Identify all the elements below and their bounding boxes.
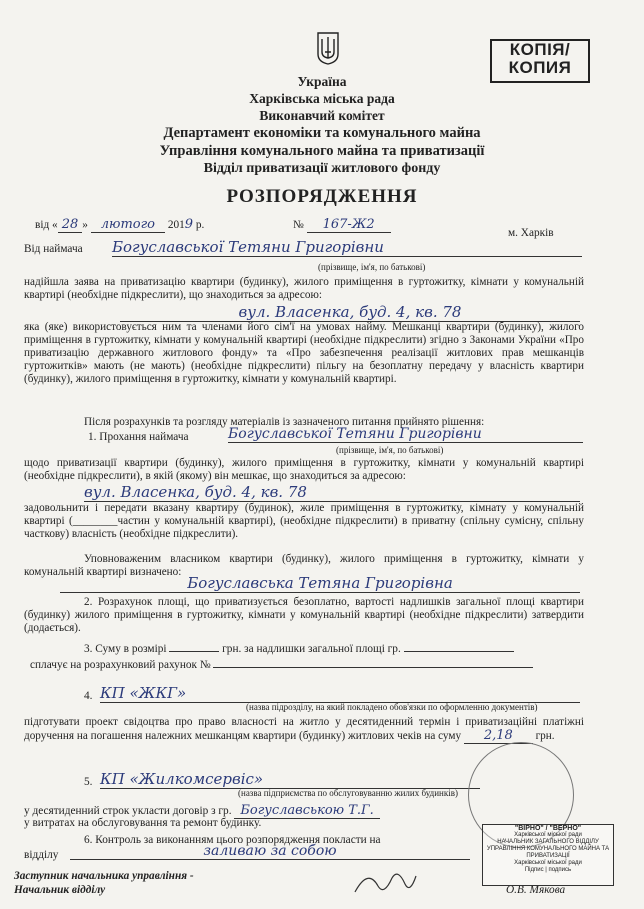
date-year-digit: 9 — [184, 217, 194, 232]
stamp-line4: УПРАВЛІННЯ КОМУНАЛЬНОГО МАЙНА ТА ПРИВАТИЗАЦІЇ — [486, 846, 610, 859]
stamp-line2: Харківської міської ради — [514, 832, 582, 838]
contract-line — [24, 804, 380, 818]
item4-caption: (назва підрозділу, на який покладено обов'язки по оформленню документів) — [246, 702, 538, 712]
number-value: 167-Ж2 — [307, 217, 391, 233]
employer-name: Богуславської Тетяни Григорівни — [112, 238, 582, 257]
signatory-name: О.В. Мякова — [506, 884, 566, 896]
paragraph-application: надійшла заява на приватизацію квартири (будинку), жилого приміщення в гуртожитку, кімнати у комунальній квартирі (необхідне підкреслити), що знаходиться за адресою: — [24, 276, 584, 301]
stamp-line1: "ВІРНО" / "ВЕРНО" — [514, 825, 582, 832]
copy-stamp-line1: КОПІЯ/ — [509, 40, 571, 59]
paragraph-certificate — [24, 716, 584, 743]
date-suffix: р. — [195, 219, 205, 231]
item4-label: 4. — [84, 690, 93, 702]
item3-line — [84, 643, 514, 656]
number-field — [293, 218, 391, 232]
sum-unit: грн. — [535, 730, 555, 742]
header-council: Харківська міська рада — [249, 91, 395, 106]
header-directorate: Управління комунального майна та приватизації — [159, 143, 485, 159]
employer-caption: (прізвище, ім'я, по батькові) — [318, 262, 426, 272]
date-prefix: від « — [35, 219, 58, 231]
city-label: м. Харків — [508, 227, 554, 239]
item3-account-line — [30, 659, 533, 672]
date-year: 201 — [167, 219, 185, 231]
item1-label: 1. Прохання наймача — [88, 431, 189, 443]
item2-text: 2. Розрахунок площі, що приватизується безоплатно, вартості надлишків загальної площі квартири (будинку) жилого приміщення в гуртожитку, кімнати у комунальній квартирі (необхідне підкреслити) затвердити (додається). — [24, 596, 584, 634]
item6-text: 6. Контроль за виконанням цього розпорядження покласти на — [84, 834, 381, 846]
item3-person-blank — [404, 651, 514, 652]
certificate-text: підготувати проект свідоцтва про право власності на житло у десятиденний термін і приватизаційні платіжні доручення на погашення належних мешканцям квартири (будинку) житлових чеків на суму — [24, 716, 584, 742]
address-2: вул. Власенка, буд. 4, кв. 78 — [84, 483, 580, 502]
header-department: Департамент економіки та комунального майна — [163, 125, 481, 141]
item3-account-blank — [213, 667, 533, 668]
signature-scribble — [350, 864, 420, 900]
paragraph-privileges: яка (яке) використовується ним та членами його сім'ї на умовах найму. Мешканці квартири (будинку), жилого приміщення в гуртожитку, кімнати у комунальній квартирі (необхідне підкреслити) згідно з Законами України «Про приватизацію державного житлового фонду» та «Про забезпечення реалізації житлових прав мешканців гуртожитків» мають (не мають) (необхідне підкреслити) пільгу на безоплатну передачу у власність квартири (будинку), жилого приміщення в гуртожитку, кімнати у комунальній квартирі. — [24, 321, 584, 385]
item3-account-label: сплачує на розрахунковий рахунок № — [30, 659, 211, 671]
signatory-role-2: Начальник відділу — [14, 884, 106, 896]
contract-expenses: у витратах на обслуговування та ремонт будинку. — [24, 817, 262, 829]
copy-stamp-line2: КОПИЯ — [508, 58, 572, 77]
header-committee: Виконавчий комітет — [259, 108, 385, 123]
document-title: РОЗПОРЯДЖЕННЯ — [226, 186, 418, 207]
number-label: № — [293, 219, 304, 231]
contract-text: у десятиденний строк укласти договір з гр. — [24, 805, 232, 817]
paragraph-transfer: задовольнити і передати вказану квартиру (будинок), жиле приміщення в гуртожитку, кімнату у комунальній квартирі (________частин у комунальній квартирі), (необхідне підкреслити) в приватну (спільну сумісну, спільну часткову) власність (необхідне підкреслити). — [24, 502, 584, 540]
header-division: Відділ приватизації житлового фонду — [203, 161, 441, 176]
item5-value: КП «Жилкомсервіс» — [100, 770, 480, 789]
item6-division: відділу — [24, 849, 59, 861]
stamp-line6: Підпис | подпись — [524, 867, 572, 873]
item4-value: КП «ЖКГ» — [100, 684, 580, 703]
item1-name: Богуславської Тетяни Григорівни — [228, 426, 583, 443]
item6-handwritten: заливаю за собою — [70, 843, 470, 860]
signatory-role-1: Заступник начальника управління - — [14, 870, 194, 882]
item3-surplus-label: грн. за надлишки загальної площі гр. — [222, 643, 401, 655]
date-mid: » — [82, 219, 88, 231]
date-day: 28 — [58, 217, 83, 233]
item5-caption: (назва підприємства по обслуговуванню жилих будинків) — [238, 788, 458, 798]
paragraph-decision: Після розрахунків та розгляду матеріалів із зазначеного питання прийнято рішення: — [84, 416, 485, 428]
trident-icon — [315, 30, 341, 66]
paragraph-owner: Уповноваженим власником квартири (будинку), жилого приміщення в гуртожитку, кімнати у комунальній квартирі визначено: — [24, 553, 584, 578]
item5-label: 5. — [84, 776, 93, 788]
sum-value: 2,18 — [464, 728, 533, 744]
item3-amount-label: 3. Суму в розмірі — [84, 643, 167, 655]
stamp-line5: Харківської міської ради — [514, 860, 582, 866]
verified-stamp — [482, 824, 614, 886]
date-line — [35, 218, 204, 232]
date-month: лютого — [91, 217, 165, 233]
header-country: Україна — [297, 74, 347, 89]
stamp-line3: НАЧАЛЬНИК ЗАГАЛЬНОГО ВІДДІЛУ — [497, 839, 599, 845]
address-1: вул. Власенка, буд. 4, кв. 78 — [120, 303, 580, 322]
owner-name: Богуславська Тетяна Григорівна — [60, 574, 580, 593]
contract-person: Богуславською Т.Г. — [234, 803, 379, 819]
item1-caption: (прізвище, ім'я, по батькові) — [336, 445, 444, 455]
employer-label: Від наймача — [24, 243, 83, 255]
paragraph-request: щодо приватизації квартири (будинку), жилого приміщення в гуртожитку, кімнати у комунальній квартирі (необхідне підкреслити), в якій (якому) він мешкає, що знаходиться за адресою: — [24, 457, 584, 482]
item3-amount-blank — [169, 651, 219, 652]
